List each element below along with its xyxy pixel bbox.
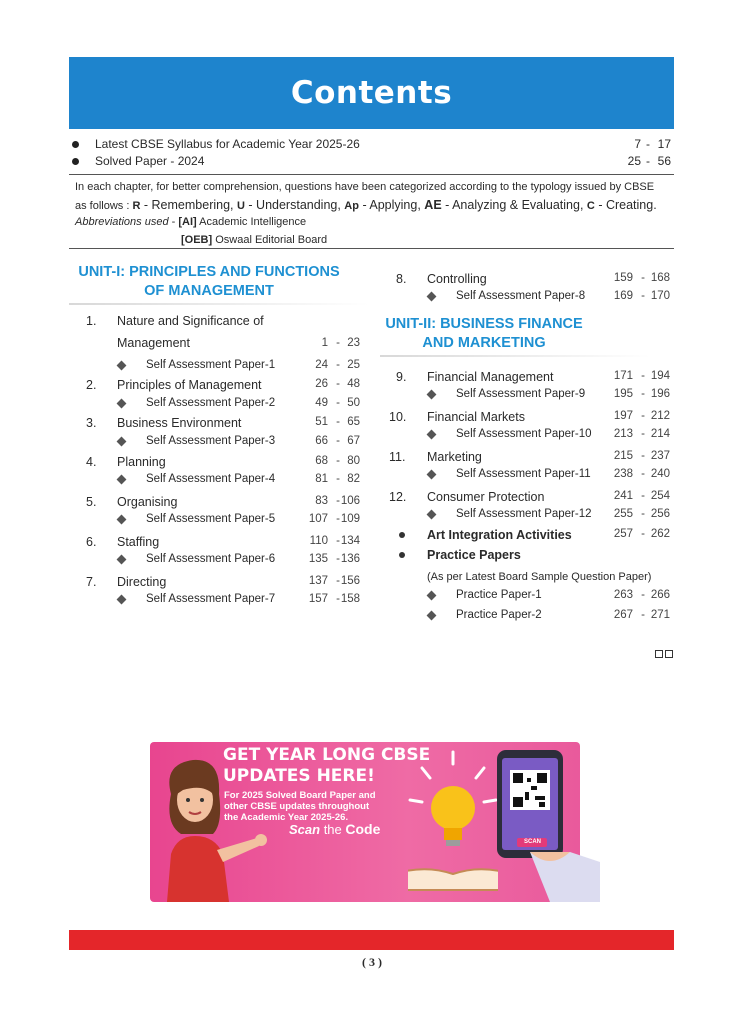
page-to: 237: [650, 450, 670, 462]
unit-2-rule: [380, 355, 650, 357]
bullet-icon: [399, 552, 405, 558]
code-ae-text: - Analyzing & Evaluating,: [441, 198, 587, 212]
page-from: 110: [309, 535, 328, 547]
page-to: 65: [347, 416, 360, 428]
page-to: 50: [347, 397, 360, 409]
page-from: 241: [613, 490, 633, 502]
diamond-icon: [427, 470, 437, 480]
contents-header-bar: [69, 57, 674, 129]
chapter-number: 8.: [396, 272, 407, 286]
page-to: 262: [650, 528, 670, 540]
page-to: 158: [340, 593, 360, 605]
banner-title-line2: UPDATES HERE!: [223, 766, 375, 786]
page-from: 215: [613, 450, 633, 462]
page-dash: -: [336, 593, 340, 605]
code-u-text: - Understanding,: [244, 198, 345, 212]
hand-illustration-icon: [530, 852, 600, 902]
chapter-number: 3.: [86, 416, 97, 430]
page-to: 136: [340, 553, 360, 565]
diamond-icon: [117, 475, 127, 485]
code-c: C: [586, 200, 595, 212]
chapter-title: Principles of Management: [117, 378, 262, 392]
page-to: 212: [650, 410, 670, 422]
end-of-section-icon: [655, 647, 675, 661]
chapter-number: 7.: [86, 575, 97, 589]
self-assessment-title: Self Assessment Paper-9: [456, 388, 586, 400]
abbr-label: Abbreviations used: [75, 216, 169, 228]
self-assessment-title: Self Assessment Paper-7: [146, 593, 276, 605]
page-dash: -: [336, 337, 340, 349]
banner-text-line2: other CBSE updates throughout: [224, 801, 370, 812]
banner-text-line3: the Academic Year 2025-26.: [224, 812, 349, 823]
page-from: 68: [315, 455, 328, 467]
page-to: 168: [650, 272, 670, 284]
page-to: 80: [347, 455, 360, 467]
unit-1-title-line1: UNIT-I: PRINCIPLES AND FUNCTIONS: [78, 264, 340, 280]
page-dash: -: [336, 455, 340, 467]
self-assessment-title: Self Assessment Paper-10: [456, 428, 592, 440]
code-r-text: - Remembering,: [140, 198, 237, 212]
page-from: 267: [613, 609, 633, 621]
bullet-icon: [72, 141, 79, 148]
page-from: 157: [308, 593, 328, 605]
self-assessment-title: Self Assessment Paper-11: [456, 468, 591, 480]
scan-the-code-label: [289, 821, 380, 837]
chapter-title: Staffing: [117, 535, 160, 549]
chapter-title: Nature and Significance of: [117, 314, 264, 328]
page-dash: -: [641, 388, 645, 400]
chapter-number: 10.: [389, 410, 407, 424]
self-assessment-title: Self Assessment Paper-5: [146, 513, 276, 525]
page-dash: -: [641, 428, 645, 440]
banner-title: [223, 745, 430, 787]
page-to: 56: [657, 154, 671, 168]
chapter-title: Controlling: [427, 272, 487, 286]
page-dash: -: [336, 378, 340, 390]
diamond-icon: [427, 292, 437, 302]
page-from: 1: [321, 337, 328, 349]
abbr-ai-code: [AI]: [178, 216, 197, 228]
chapter-number: 4.: [86, 455, 97, 469]
page-dash: -: [336, 359, 340, 371]
page-title: Contents: [290, 75, 453, 111]
page-to: 156: [340, 575, 360, 587]
self-assessment-title: Self Assessment Paper-4: [146, 473, 276, 485]
self-assessment-title: Self Assessment Paper-1: [146, 359, 276, 371]
abbr-oeb-code: [OEB]: [181, 234, 213, 246]
typology-note-line1: In each chapter, for better comprehension, questions have been categorized according to the typology issued by CBSE: [75, 181, 655, 193]
chapter-number: 6.: [86, 535, 97, 549]
chapter-number: 12.: [389, 490, 407, 504]
chapter-number: 5.: [86, 495, 97, 509]
chapter-number: 11.: [389, 450, 406, 464]
code-ae: AE: [424, 198, 442, 212]
page-from: 213: [613, 428, 633, 440]
page-dash: -: [641, 609, 645, 621]
page-dash: -: [641, 508, 645, 520]
page-to: 254: [650, 490, 670, 502]
prelim-row-syllabus[interactable]: [69, 137, 674, 153]
page-number: ( 3 ): [362, 955, 382, 969]
page-dash: -: [641, 490, 645, 502]
page-dash: -: [641, 450, 645, 462]
page-from: 195: [613, 388, 633, 400]
page-dash: -: [641, 528, 645, 540]
prelim-label: Latest CBSE Syllabus for Academic Year 2025-26: [95, 137, 360, 151]
page-from: 81: [315, 473, 328, 485]
page-to: 194: [650, 370, 670, 382]
page-to: 67: [347, 435, 360, 447]
unit-1-rule: [69, 303, 369, 305]
diamond-icon: [427, 510, 437, 520]
bullet-icon: [72, 158, 79, 165]
prelim-label: Solved Paper - 2024: [95, 154, 205, 168]
chapter-title: Planning: [117, 455, 166, 469]
page-to: 266: [650, 589, 670, 601]
chapter-number: 1.: [86, 314, 97, 328]
page-from: 238: [613, 468, 633, 480]
practice-paper-title: Practice Paper-2: [456, 609, 542, 621]
phone-scan-button: SCAN: [524, 839, 542, 845]
page-to: 48: [347, 378, 360, 390]
bullet-icon: [399, 532, 405, 538]
chapter-title: Financial Management: [427, 370, 554, 384]
page-dash: -: [641, 370, 645, 382]
page-dash: -: [336, 416, 340, 428]
page-dash: -: [646, 154, 650, 168]
lightbulb-book-icon: [408, 750, 498, 895]
page-from: 137: [308, 575, 328, 587]
diamond-icon: [117, 437, 127, 447]
chapter-title: Consumer Protection: [427, 490, 545, 504]
page-from: 197: [613, 410, 633, 422]
page-from: 171: [613, 370, 633, 382]
page-to: 17: [657, 137, 671, 151]
page-from: 49: [315, 397, 328, 409]
page-dash: -: [336, 575, 340, 587]
abbr-oeb-text: Oswaal Editorial Board: [212, 234, 328, 246]
page-to: 106: [340, 495, 360, 507]
page-to: 271: [650, 609, 670, 621]
page-from: 263: [613, 589, 633, 601]
prelim-row-solved-paper[interactable]: [69, 154, 674, 170]
code-ap-text: - Applying,: [358, 198, 425, 212]
chapter-title-cont: Management: [117, 336, 190, 350]
practice-paper-title: Practice Paper-1: [456, 589, 542, 601]
self-assessment-title: Self Assessment Paper-3: [146, 435, 276, 447]
page-from: 107: [308, 513, 328, 525]
page-dash: -: [336, 435, 340, 447]
unit-2-heading: [374, 315, 594, 353]
art-integration-title: Art Integration Activities: [427, 528, 572, 542]
chapter-title: Directing: [117, 575, 167, 589]
self-assessment-title: Self Assessment Paper-12: [456, 508, 592, 520]
page-dash: -: [641, 589, 645, 601]
page-dash: -: [336, 553, 340, 565]
page-from: 257: [613, 528, 633, 540]
page-to: 25: [347, 359, 360, 371]
phone-qr-icon: [495, 748, 575, 863]
page-to: 196: [650, 388, 670, 400]
code-c-text: - Creating.: [594, 198, 657, 212]
chapter-title: Marketing: [427, 450, 482, 464]
unit-1-title-line2: OF MANAGEMENT: [144, 283, 274, 299]
page-from: 83: [315, 495, 328, 507]
chapter-title: Financial Markets: [427, 410, 525, 424]
page-dash: -: [641, 468, 645, 480]
cbse-updates-banner[interactable]: [150, 742, 580, 902]
unit-2-title-line2: AND MARKETING: [422, 335, 546, 351]
abbreviations-line1: Abbreviations used - [AI] Academic Intelligence: [75, 216, 307, 228]
self-assessment-title: Self Assessment Paper-6: [146, 553, 276, 565]
page-from: 135: [308, 553, 328, 565]
diamond-icon: [117, 399, 127, 409]
page-dash: -: [641, 290, 645, 302]
chapter-title: Business Environment: [117, 416, 242, 430]
page-dash: -: [641, 272, 645, 284]
page-from: 25: [627, 154, 641, 168]
page-from: 159: [613, 272, 633, 284]
page-dash: -: [336, 495, 340, 507]
typology-note-line2: [75, 198, 657, 212]
code-r: R: [132, 200, 141, 212]
banner-description: [224, 790, 376, 823]
diamond-icon: [427, 611, 437, 621]
divider: [69, 174, 674, 175]
page-dash: -: [336, 397, 340, 409]
page-from: 66: [315, 435, 328, 447]
page-from: 169: [613, 290, 633, 302]
self-assessment-title: Self Assessment Paper-8: [456, 290, 586, 302]
page-from: 24: [315, 359, 328, 371]
page-dash: -: [336, 535, 340, 547]
page-from: 7: [634, 137, 641, 151]
page-from: 26: [315, 378, 328, 390]
page-to: 82: [347, 473, 360, 485]
page-dash: -: [336, 513, 340, 525]
page-to: 256: [650, 508, 670, 520]
self-assessment-title: Self Assessment Paper-2: [146, 397, 276, 409]
page-to: 170: [650, 290, 670, 302]
banner-text-line1: For 2025 Solved Board Paper and: [224, 790, 376, 801]
chapter-number: 9.: [396, 370, 407, 384]
diamond-icon: [427, 430, 437, 440]
banner-title-line1: GET YEAR LONG CBSE: [223, 745, 431, 765]
practice-papers-title: Practice Papers: [427, 548, 521, 562]
diamond-icon: [117, 595, 127, 605]
page-from: 51: [315, 416, 328, 428]
page-dash: -: [641, 410, 645, 422]
chapter-number: 2.: [86, 378, 97, 392]
code-ap: Ap: [344, 200, 359, 212]
footer-bar: [69, 930, 674, 950]
page-to: 23: [347, 337, 360, 349]
note-prefix: as follows :: [75, 200, 133, 212]
page-to: 109: [340, 513, 360, 525]
practice-papers-note: (As per Latest Board Sample Question Paper): [427, 571, 652, 583]
page-to: 134: [340, 535, 360, 547]
unit-2-title-line1: UNIT-II: BUSINESS FINANCE: [385, 316, 583, 332]
page-to: 240: [650, 468, 670, 480]
the-word: the: [320, 822, 346, 837]
unit-1-heading: [69, 263, 349, 301]
abbreviations-line2: [181, 234, 327, 246]
page-dash: -: [336, 473, 340, 485]
divider: [69, 248, 674, 249]
chapter-title: Organising: [117, 495, 178, 509]
diamond-icon: [117, 361, 127, 371]
diamond-icon: [117, 555, 127, 565]
diamond-icon: [427, 591, 437, 601]
scan-word: Scan: [289, 822, 321, 837]
code-u: U: [236, 200, 245, 212]
diamond-icon: [117, 515, 127, 525]
code-word: Code: [345, 821, 381, 837]
diamond-icon: [427, 390, 437, 400]
page-to: 214: [650, 428, 670, 440]
page-from: 255: [613, 508, 633, 520]
abbr-ai-text: Academic Intelligence: [196, 216, 307, 228]
page-dash: -: [646, 137, 650, 151]
